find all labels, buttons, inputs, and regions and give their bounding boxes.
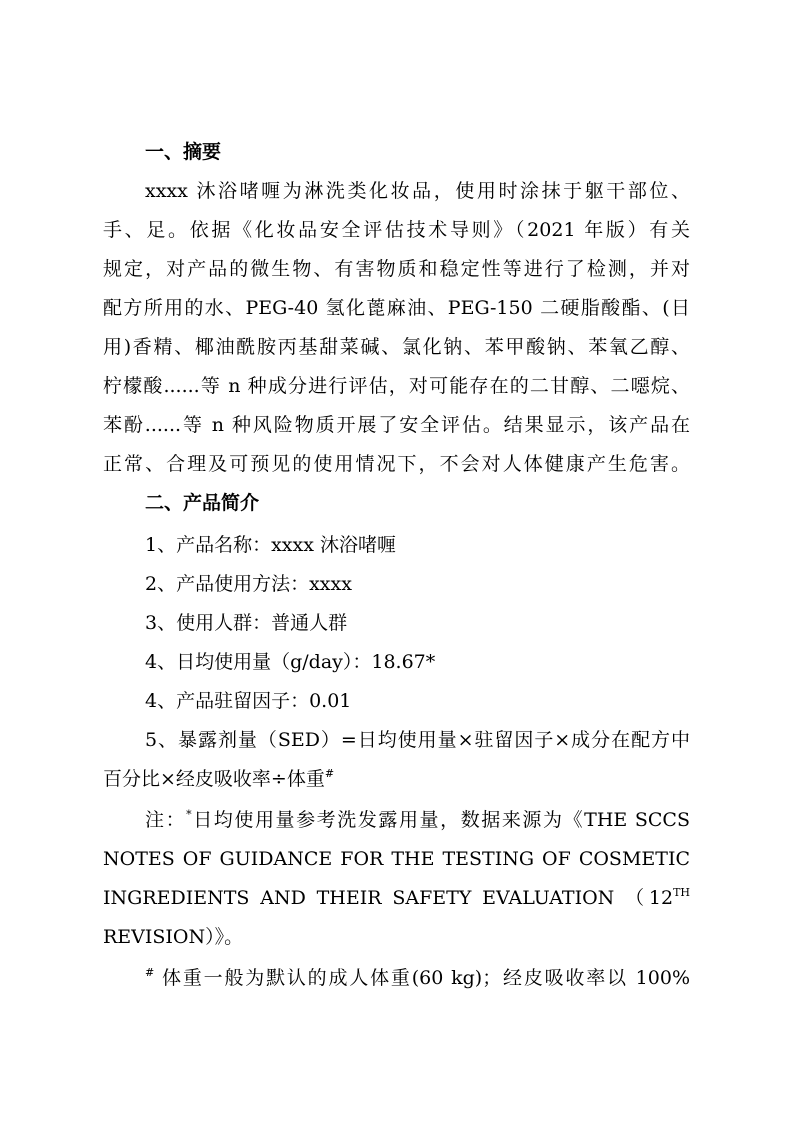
note-label: 注： xyxy=(145,809,187,831)
product-item-daily-amount: 4、日均使用量（g/day）：18.67* xyxy=(145,651,436,673)
abstract-line-8: 正常、合理及可预见的使用情况下，不会对人体健康产生危害。 xyxy=(103,453,690,475)
note-th-superscript: TH xyxy=(673,886,690,899)
abstract-line-3: 规定，对产品的微生物、有害物质和稳定性等进行了检测，并对 xyxy=(103,258,690,280)
abstract-line-4: 配方所用的水、PEG-40 氢化蓖麻油、PEG-150 二硬脂酸酯、(日 xyxy=(103,297,690,319)
abstract-line-2: 手、足。依据《化妆品安全评估技术导则》（2021 年版）有关 xyxy=(103,219,690,241)
product-item-name: 1、产品名称：xxxx 沐浴啫喱 xyxy=(145,534,396,556)
section1-heading: 一、摘要 xyxy=(145,141,222,163)
note-line-4: REVISION）》。 xyxy=(103,926,244,948)
abstract-line-7: 苯酚......等 n 种风险物质开展了安全评估。结果显示，该产品在 xyxy=(103,414,690,436)
sed-formula-text: 百分比×经皮吸收率÷体重 xyxy=(103,768,325,790)
note-asterisk-mark: * xyxy=(186,808,192,821)
note-line-1 xyxy=(145,807,690,833)
abstract-line-1: xxxx 沐浴啫喱为淋洗类化妆品，使用时涂抹于躯干部位、 xyxy=(145,180,690,202)
abstract-line-6: 柠檬酸......等 n 种成分进行评估，对可能存在的二甘醇、二噁烷、 xyxy=(103,375,690,397)
product-item-retention-factor: 4、产品驻留因子：0.01 xyxy=(145,690,352,712)
note-line-2: NOTES OF GUIDANCE FOR THE TESTING OF COSMETIC xyxy=(103,848,690,870)
section2-heading: 二、产品简介 xyxy=(145,492,260,514)
note2-line-1 xyxy=(145,965,690,991)
note2-text: 体重一般为默认的成人体重(60 kg)；经皮吸收率以 100% xyxy=(154,967,690,989)
note-text-3: INGREDIENTS AND THEIR SAFETY EVALUATION （12 xyxy=(103,887,674,909)
sed-formula-line-1: 5、暴露剂量（SED）=日均使用量×驻留因子×成分在配方中 xyxy=(145,729,690,751)
product-item-usage: 2、产品使用方法：xxxx xyxy=(145,573,352,595)
abstract-line-5: 用)香精、椰油酰胺丙基甜菜碱、氯化钠、苯甲酸钠、苯氧乙醇、 xyxy=(103,336,690,358)
product-item-population: 3、使用人群：普通人群 xyxy=(145,612,348,634)
sed-formula-footnote-mark: # xyxy=(324,767,335,780)
note2-hash-mark: # xyxy=(145,966,155,979)
note-text-1: 日均使用量参考洗发露用量，数据来源为《THE SCCS xyxy=(191,809,690,831)
note-line-3 xyxy=(103,885,690,911)
sed-formula-line-2 xyxy=(103,766,690,792)
